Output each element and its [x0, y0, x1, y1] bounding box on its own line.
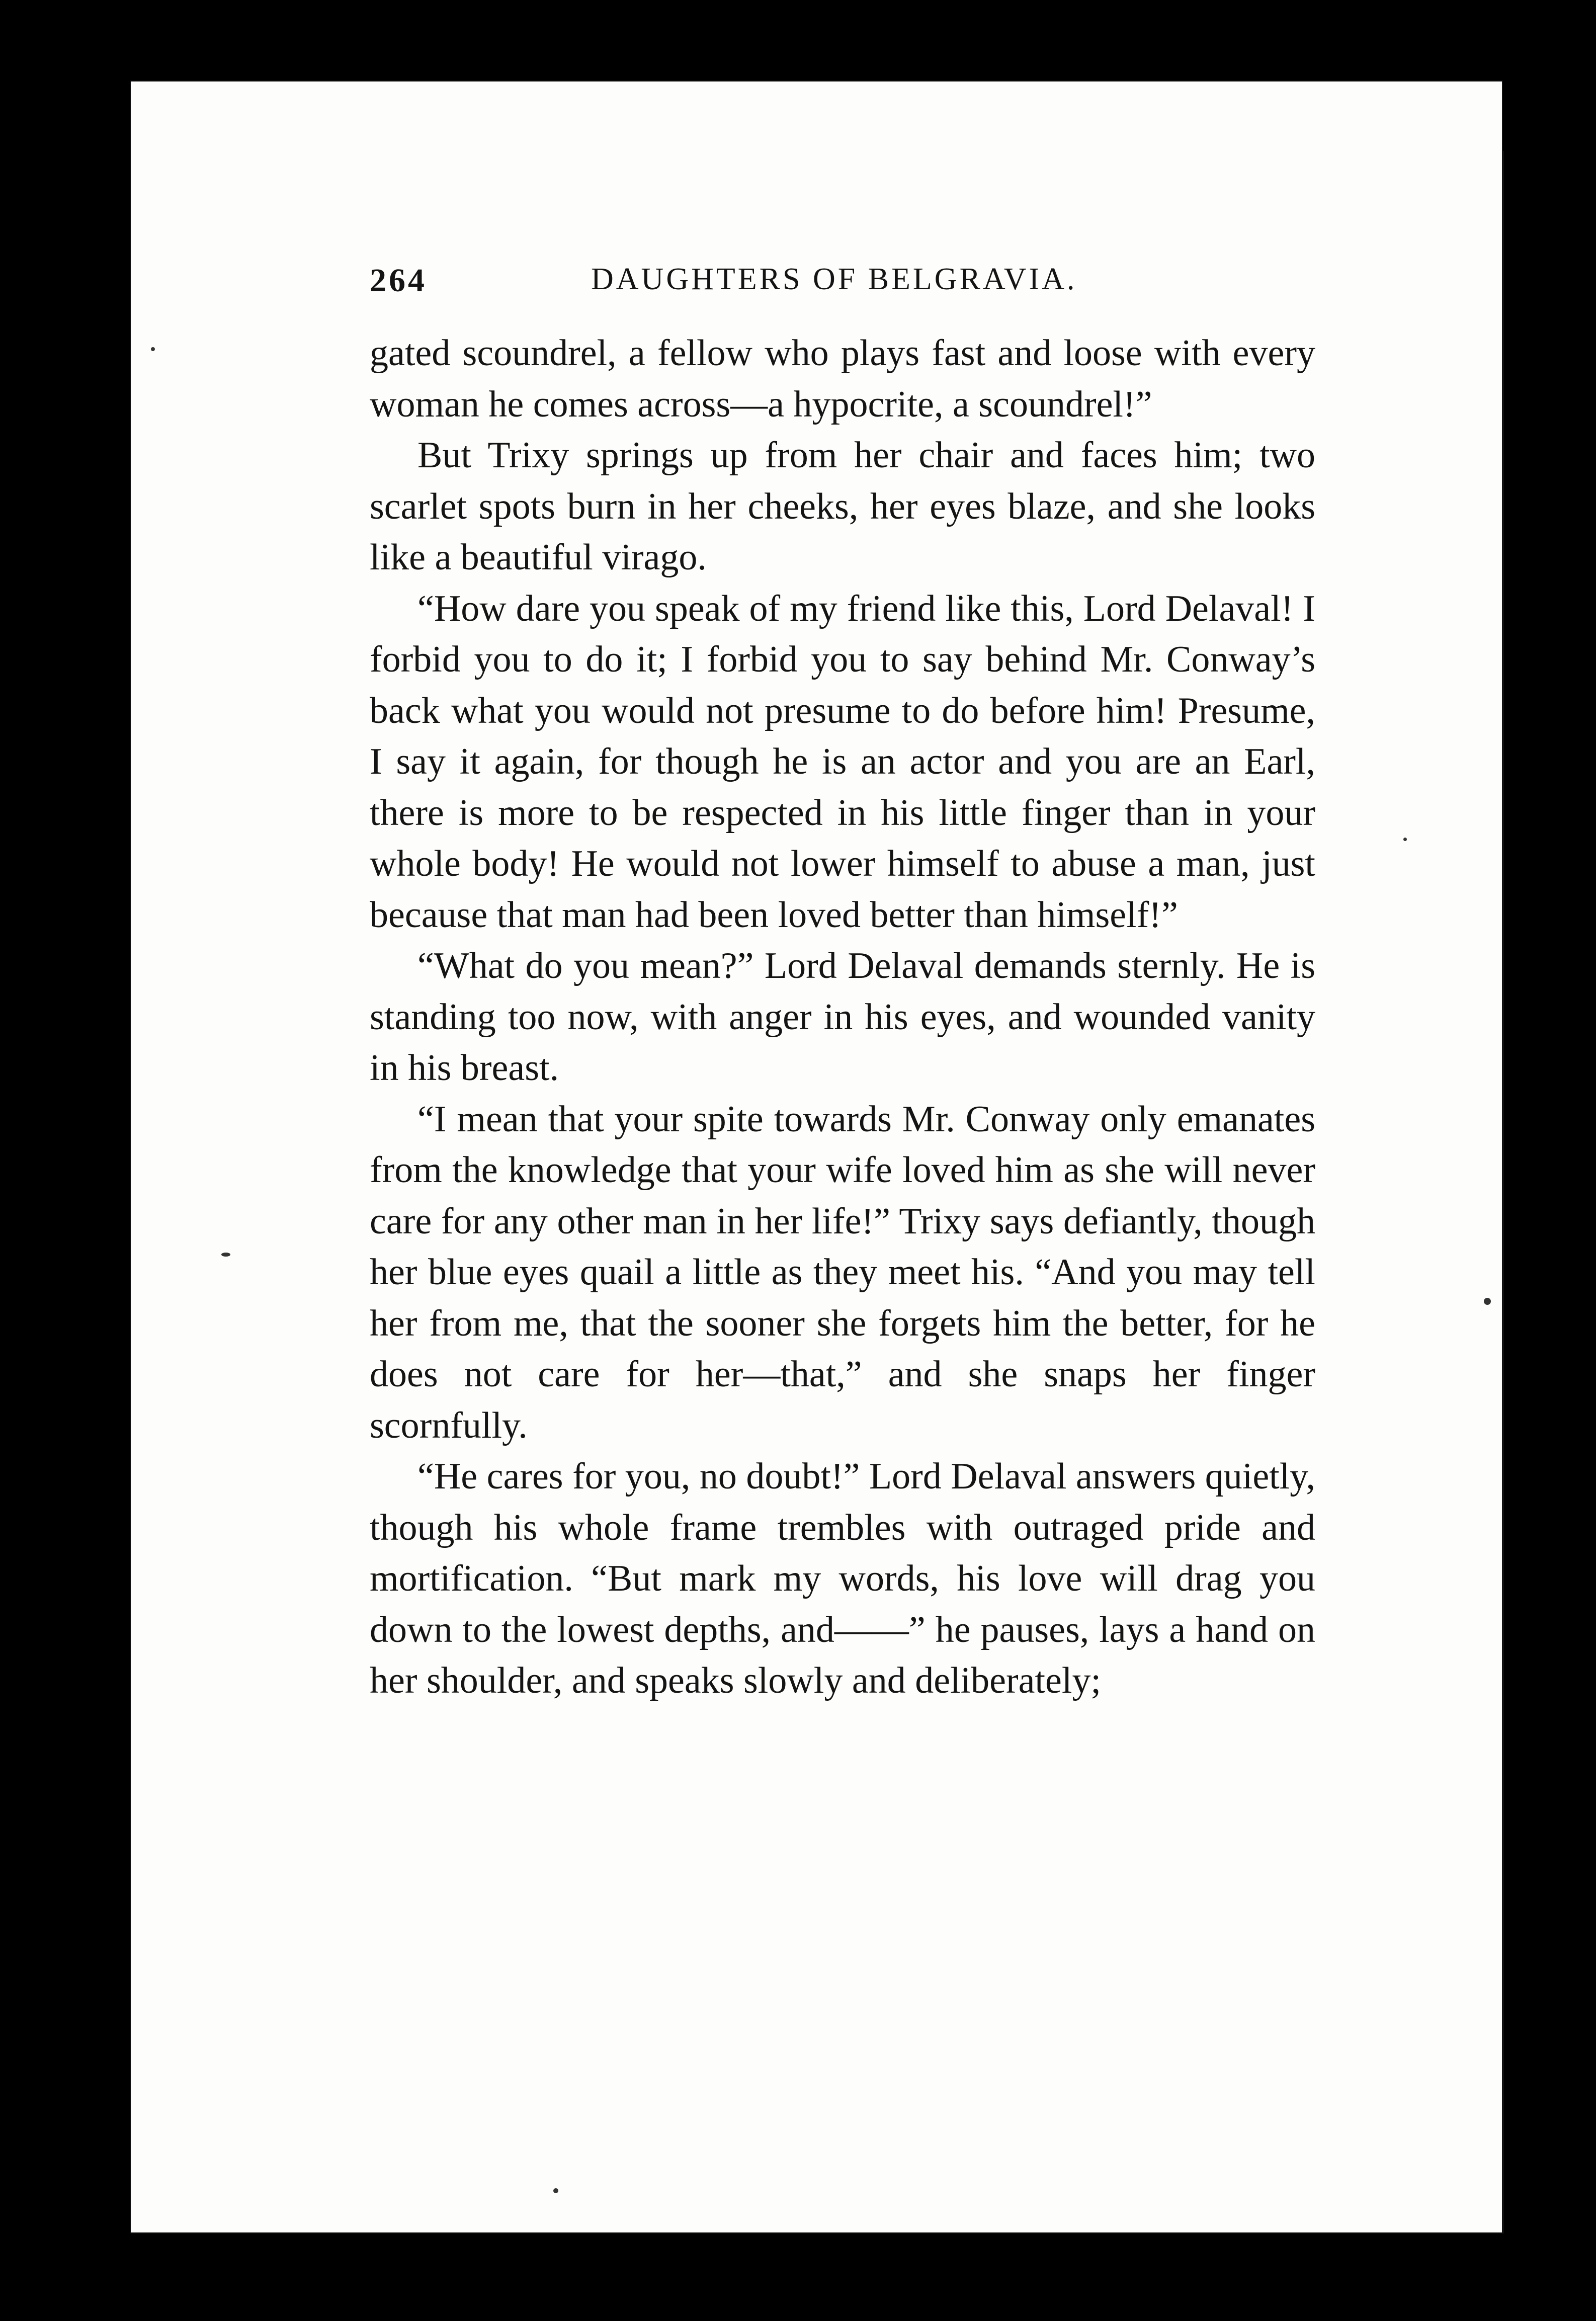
scan-speck: [1484, 1298, 1491, 1305]
paragraph-5: “I mean that your spite towards Mr. Conway only emanates from the knowledge that your wife loved him as she will never care for any other man in her life!” Trixy says defiantly, though her blue eyes quail a little as they meet his. “And you may tell her from me, that the sooner she forgets him the better, for he does not care for her—that,” and she snaps her finger scornfully.: [370, 1098, 1315, 1446]
paragraph-1: gated scoundrel, a fellow who plays fast and loose with every woman he comes across—a hypocrite, a scoundrel!”: [370, 333, 1315, 425]
paragraph-6: “He cares for you, no doubt!” Lord Delaval answers quietly, though his whole frame trembles with outraged pride and mortification. “But mark my words, his love will drag you down to the lowest depths, and——” he pauses, lays a hand on her shoulder, and speaks slowly and deliberately;: [370, 1456, 1315, 1701]
running-head: [370, 252, 1285, 307]
scan-speck: [553, 2188, 558, 2193]
paragraph-3: “How dare you speak of my friend like this, Lord Delaval! I forbid you to do it; I forbid you to say behind Mr. Conway’s back what you would not presume to do before him! Presume, I say it again, for though he is an actor and you are an Earl, there is more to be respected in his little finger than in your whole body! He would not lower himself to abuse a man, just because that man had been loved better than himself!”: [370, 588, 1315, 936]
body-text: [370, 328, 1315, 1707]
paragraph-2: But Trixy springs up from her chair and faces him; two scarlet spots burn in her cheeks, her eyes blaze, and she looks like a beautiful virago.: [370, 435, 1315, 578]
page-number: 264: [370, 262, 427, 299]
scan-speck: [221, 1253, 230, 1257]
scan-speck: [1403, 838, 1407, 841]
scan-speck: [151, 347, 155, 351]
paragraph-4: “What do you mean?” Lord Delaval demands sternly. He is standing too now, with anger in his eyes, and wounded vanity in his breast.: [370, 945, 1315, 1089]
running-title: DAUGHTERS OF BELGRAVIA.: [591, 262, 1077, 296]
